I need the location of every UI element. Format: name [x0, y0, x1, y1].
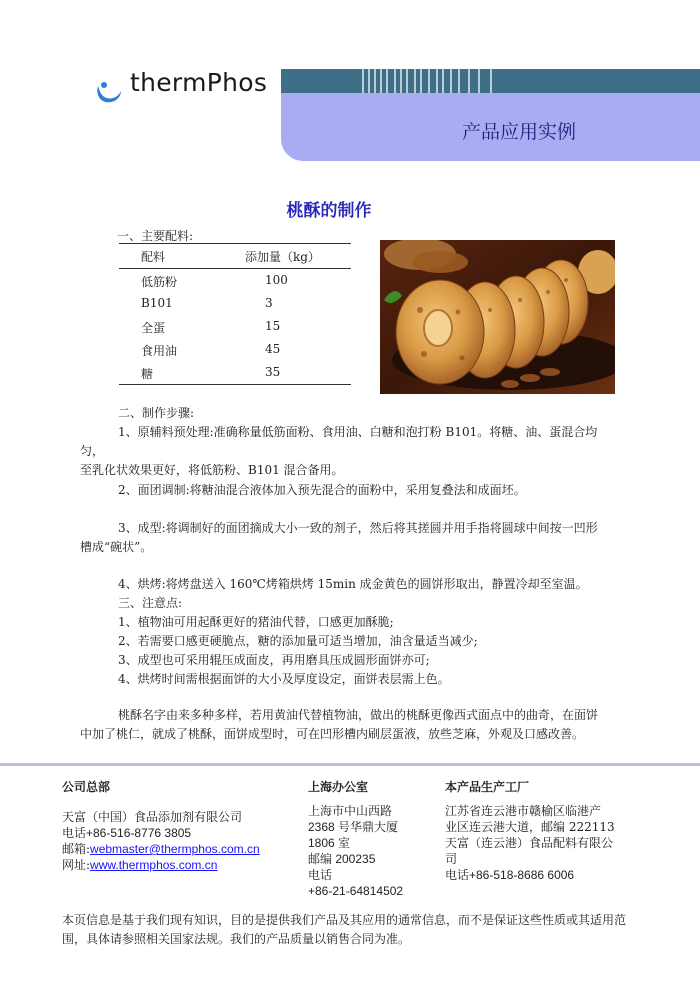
shanghai-postcode: 邮编 200235 — [308, 852, 376, 866]
table-header-row — [119, 244, 351, 268]
footer-factory — [445, 779, 625, 883]
step-3-line-1: 3、成型:将调制好的面团摘成大小一致的剂子，然后将其搓圆并用手指将圆球中间按一凹形 — [118, 521, 598, 535]
step-1-line-2: 至乳化状效果更好，将低筋粉、B101 混合备用。 — [80, 463, 344, 477]
note-item: 2、若需要口感更硬脆点，糖的添加量可适当增加，油含量适当减少; — [118, 634, 478, 648]
steps-heading: 二、制作步骤: — [118, 406, 195, 420]
ingredients-table — [119, 243, 351, 385]
note-item: 3、成型也可采用辊压成面皮，再用磨具压成圆形面饼亦可; — [118, 653, 430, 667]
note-item: 4、烘烤时间需根据面饼的大小及厚度设定，面饼表层需上色。 — [118, 672, 450, 686]
step-1-line-1: 1、原辅料预处理:准确称量低筋面粉、食用油、白糖和泡打粉 B101。将糖、油、蛋混合均匀， — [80, 425, 598, 458]
factory-address-line: 业区连云港大道，邮编 222113 — [445, 820, 615, 834]
hq-phone: 电话+86-516-8776 3805 — [62, 826, 192, 840]
step-3-line-2: 槽成“碗状”。 — [80, 540, 153, 554]
closing-paragraph — [80, 706, 620, 744]
table-cell: 低筋粉 — [141, 275, 178, 289]
factory-heading: 本产品生产工厂 — [445, 780, 530, 794]
step-2-text: 2、面团调制:将糖油混合液体加入预先混合的面粉中，采用复叠法和成面坯。 — [118, 483, 526, 497]
shanghai-address-line: 2368 号华鼎大厦 — [308, 820, 399, 834]
hq-web-label: 网址: — [62, 858, 91, 872]
hq-company: 天富（中国）食品添加剂有限公司 — [62, 810, 243, 824]
table-cell: 45 — [265, 342, 281, 356]
step-3 — [80, 519, 620, 557]
document-title: 桃酥的制作 — [286, 201, 372, 221]
footer-divider — [0, 763, 700, 766]
table-row — [119, 269, 351, 292]
hq-website-link[interactable]: www.thermphos.com.cn — [90, 858, 218, 872]
note-item: 1、植物油可用起酥更好的猪油代替，口感更加酥脆; — [118, 615, 394, 629]
table-row — [119, 361, 351, 384]
table-row — [119, 292, 351, 315]
banner-stripes-decoration — [362, 69, 500, 93]
footer-hq — [62, 779, 292, 873]
brand-logo-icon — [94, 76, 122, 106]
disclaimer — [62, 911, 652, 949]
step-2 — [80, 481, 620, 500]
table-cell: 35 — [265, 365, 281, 379]
closing-line-1: 桃酥名字由来多种多样，若用黄油代替植物油，做出的桃酥更像西式面点中的曲奇，在面饼 — [118, 708, 599, 722]
shanghai-phone-label: 电话 — [308, 868, 333, 882]
shanghai-address-line: 上海市中山西路 — [308, 804, 393, 818]
column-header: 配料 — [141, 250, 166, 264]
table-cell: 3 — [265, 296, 273, 310]
table-row — [119, 315, 351, 338]
closing-line-2: 中加了桃仁，就成了桃酥，面饼成型时，可在凹形槽内刷层蛋液，放些芝麻，外观及口感改善。 — [80, 727, 585, 741]
factory-address-line: 江苏省连云港市赣榆区临港产 — [445, 804, 602, 818]
ingredients-heading: 一、主要配料: — [117, 229, 194, 243]
shanghai-heading: 上海办公室 — [308, 780, 369, 794]
brand-name: thermPhos — [130, 68, 268, 97]
footer-shanghai — [308, 779, 428, 899]
column-header: 添加量（kg） — [245, 250, 320, 264]
table-cell: 食用油 — [141, 344, 178, 358]
disclaimer-line-1: 本页信息是基于我们现有知识，目的是提供我们产品及其应用的通常信息，而不是保证这些性质或其适用范 — [62, 913, 627, 927]
step-4-and-notes — [80, 575, 620, 689]
factory-phone: 电话+86-518-8686 6006 — [445, 868, 575, 882]
disclaimer-line-2: 围，具体请参照相关国家法规。我们的产品质量以销售合同为准。 — [62, 932, 411, 946]
table-row — [119, 338, 351, 361]
shanghai-phone: +86-21-64814502 — [308, 884, 404, 898]
steps-section — [80, 404, 620, 480]
notes-heading: 三、注意点: — [118, 596, 183, 610]
step-4-text: 4、烘烤:将烤盘送入 160℃烤箱烘烤 15min 成金黄色的圆饼形取出，静置冷却至室温。 — [118, 577, 588, 591]
hq-email-label: 邮箱: — [62, 842, 91, 856]
table-cell: 100 — [265, 273, 288, 287]
factory-company-line: 天富（连云港）食品配料有限公 — [445, 836, 614, 850]
hq-heading: 公司总部 — [62, 780, 111, 794]
table-cell: 15 — [265, 319, 281, 333]
table-cell: 全蛋 — [141, 321, 166, 335]
peach-crisp-cookies-photo — [380, 240, 615, 394]
shanghai-address-line: 1806 室 — [308, 836, 351, 850]
banner-title: 产品应用实例 — [461, 121, 576, 143]
hq-email-link[interactable]: webmaster@thermphos.com.cn — [90, 842, 260, 856]
table-cell: B101 — [141, 296, 173, 310]
table-cell: 糖 — [141, 367, 154, 381]
factory-company-line: 司 — [445, 852, 458, 866]
